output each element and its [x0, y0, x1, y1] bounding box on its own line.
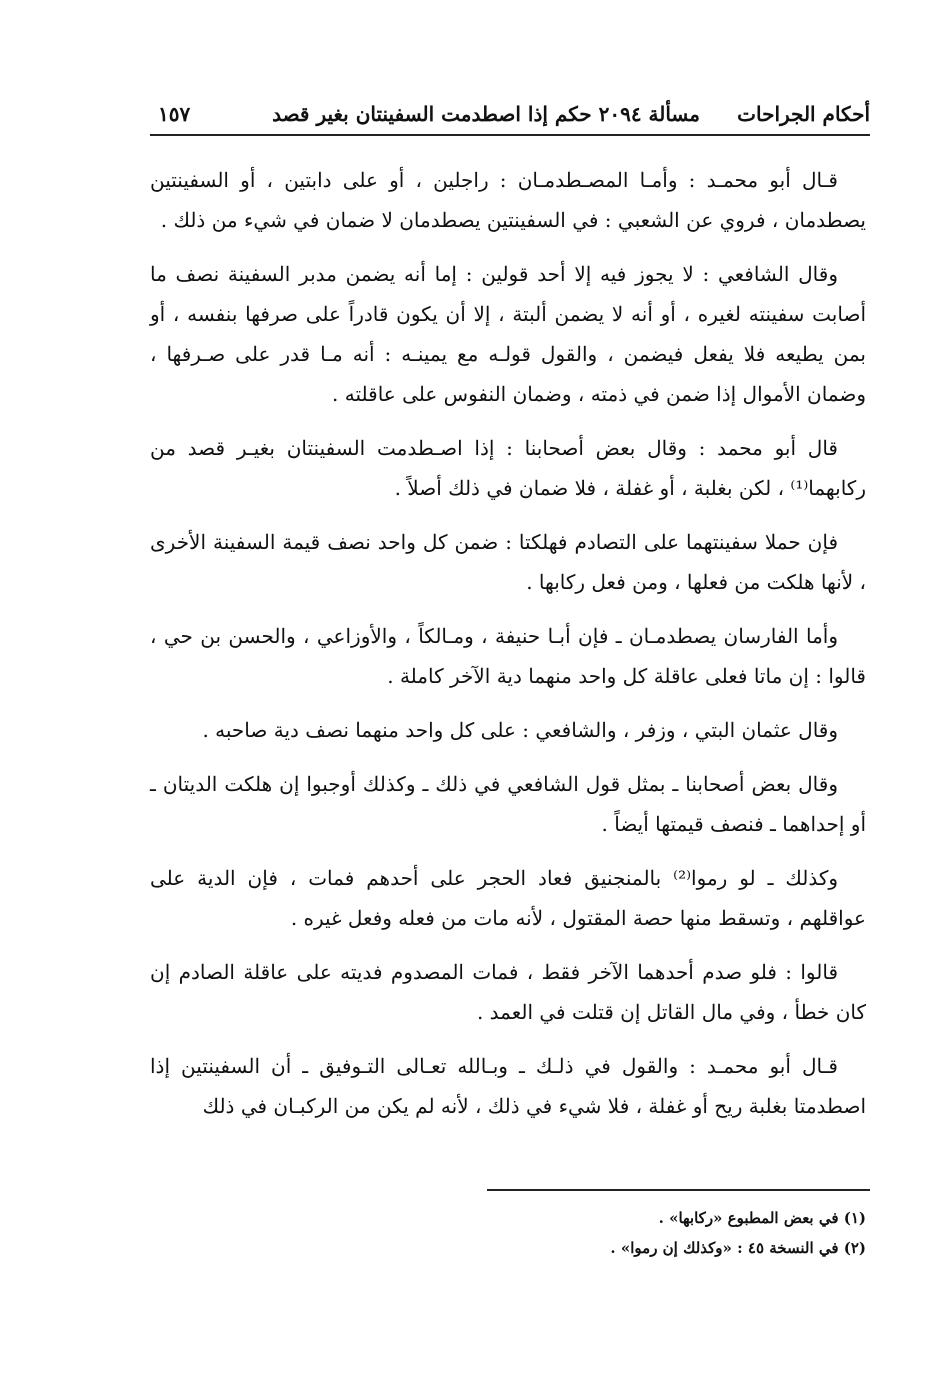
footnotes: [500, 1203, 866, 1263]
paragraph: قـال أبو محمـد : والقول في ذلـك ـ وبـالله تعـالى التـوفيق ـ أن السفينتين إذا اصطدمتا بغلبة ريح أو غفلة ، فلا شيء في ذلك ، لأنه لم يكن من الركبـان في ذلك: [150, 1054, 866, 1118]
paragraph: قـال أبو محمـد : وأمـا المصـطدمـان : راجلين ، أو على دابتين ، أو السفينتين يصطدمان ، فروي عن الشعبي : في السفينتين يصطدمان لا ضمان في شيء من ذلك .: [150, 168, 866, 232]
paragraph: قال أبو محمد : وقال بعض أصحابنا : إذا اصـطدمت السفينتان بغيـر قصد من ركابهما⁽¹⁾ ، لكن بغلبة ، أو غفلة ، فلا ضمان في ذلك أصلاً .: [150, 436, 866, 500]
paragraph: وأما الفارسان يصطدمـان ـ فإن أبـا حنيفة ، ومـالكاً ، والأوزاعي ، والحسن بن حي ، قالوا : إن ماتا فعلى عاقلة كل واحد منهما دية الآخر كاملة .: [150, 624, 866, 688]
paragraph: وقال عثمان البتي ، وزفر ، والشافعي : على كل واحد منهما نصف دية صاحبه .: [202, 718, 838, 742]
book-title: أحكام الجراحات: [737, 102, 870, 126]
paragraph: وقال بعض أصحابنا ـ بمثل قول الشافعي في ذلك ـ وكذلك أوجبوا إن هلكت الديتان ـ أو إحداهما ـ فنصف قيمتها أيضاً .: [150, 772, 866, 836]
footnote: (١) في بعض المطبوع «ركابها» .: [658, 1209, 866, 1227]
paragraph: وكذلك ـ لو رموا⁽²⁾ بالمنجنيق فعاد الحجر على أحدهم فمات ، فإن الدية على عواقلهم ، وتسقط منها حصة المقتول ، لأنه مات من فعله وفعل غيره .: [150, 866, 866, 930]
paragraph: قالوا : فلو صدم أحدهما الآخر فقط ، فمات المصدوم فديته على عاقلة الصادم إن كان خطأ ، وفي مال القاتل إن قتلت في العمد .: [150, 960, 866, 1024]
main-text: [150, 160, 866, 1140]
page-number: ١٥٧: [158, 102, 191, 126]
paragraph: وقال الشافعي : لا يجوز فيه إلا أحد قولين : إما أنه يضمن مدبر السفينة نصف ما أصابت سفينته لغيره ، أو أنه لا يضمن ألبتة ، إلا أن يكون قادراً على صرفها بنفسه ، أو بمن يطيعه فلا يفعل فيضمن ، والقول قولـه مع يمينـه : أنه مـا قدر على صـرفها ، وضمان الأموال إذا ضمن في ذمته ، وضمان النفوس على عاقلته .: [150, 262, 866, 406]
header-divider: [150, 134, 870, 136]
footnote-divider: [487, 1189, 870, 1191]
running-header: [152, 100, 870, 136]
paragraph: فإن حملا سفينتهما على التصادم فهلكتا : ضمن كل واحد نصف قيمة السفينة الأخرى ، لأنها هلكت من فعلها ، ومن فعل ركابها .: [150, 530, 866, 594]
section-title: مسألة ٢٠٩٤ حكم إذا اصطدمت السفينتان بغير قصد: [272, 102, 700, 126]
footnote: (٢) في النسخة ٤٥ : «وكذلك إن رموا» .: [610, 1239, 866, 1257]
